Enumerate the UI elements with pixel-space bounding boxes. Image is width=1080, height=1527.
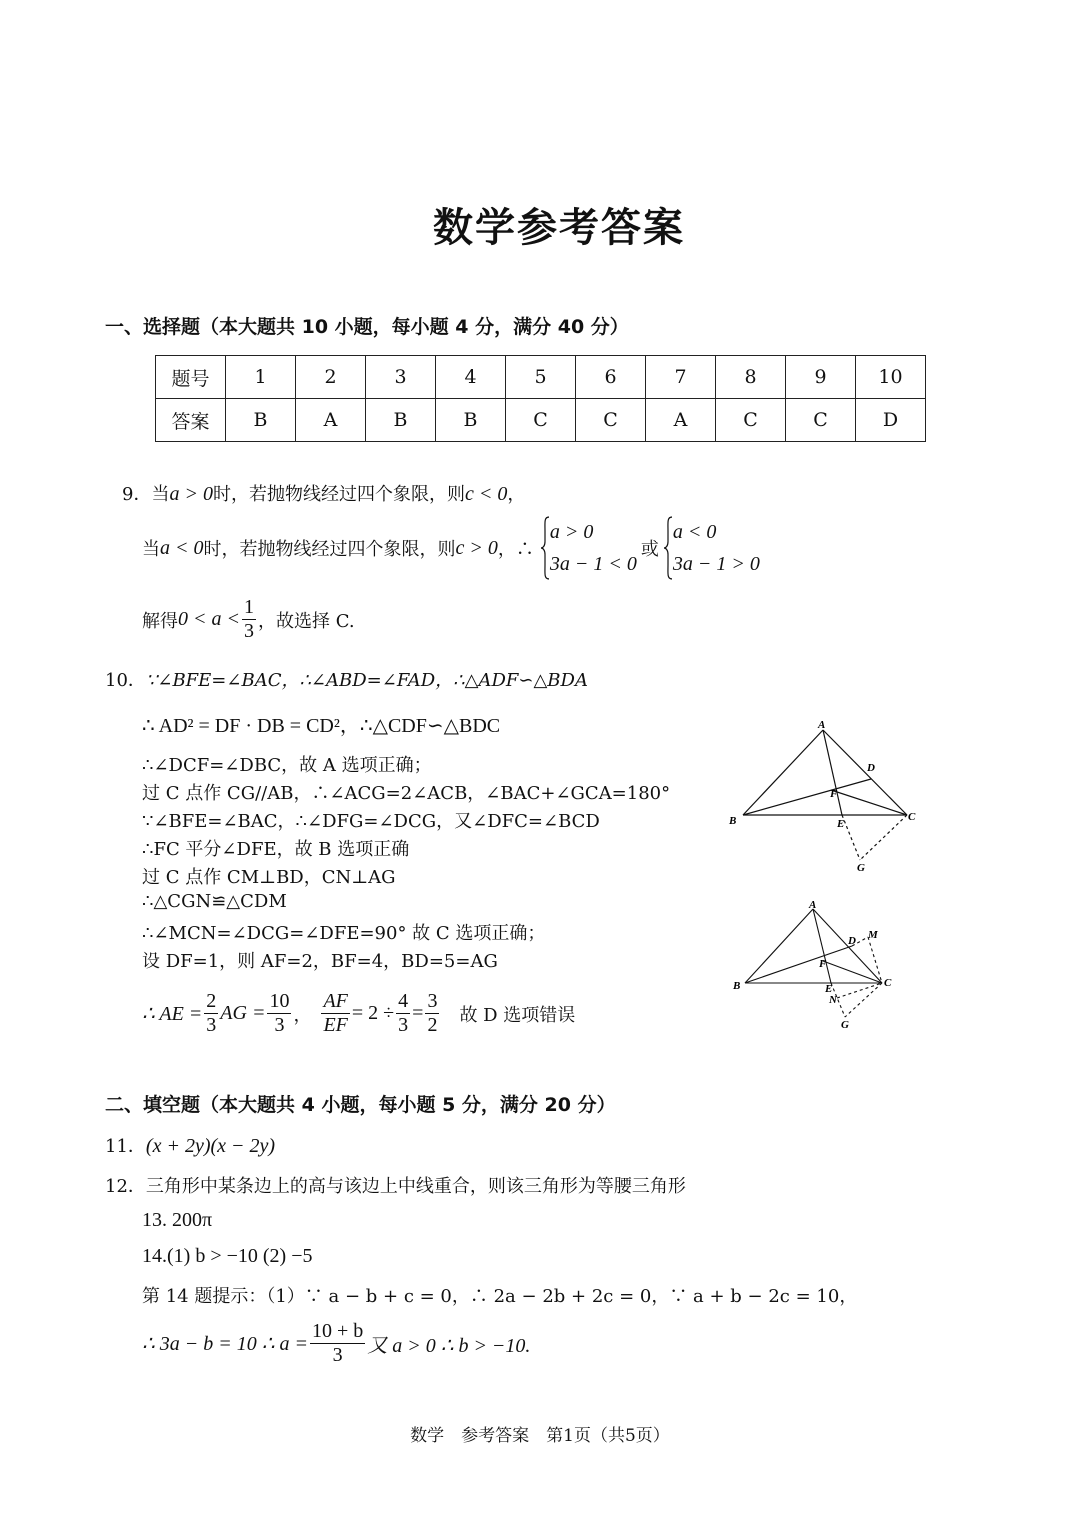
question-number: 10． (105, 670, 146, 691)
math-expr: (x + 2y)(x − 2y) (145, 1135, 276, 1157)
question-number: 9． (122, 484, 152, 505)
math-expr: a > 0 (549, 521, 594, 543)
fig-label: D (848, 935, 856, 947)
text: 或 (640, 539, 659, 560)
text: ，∴ (497, 539, 534, 560)
table-cell: 9 (786, 356, 856, 399)
text: 时，若抛物线经过四个象限，则 (203, 539, 456, 560)
text: 当 (151, 484, 170, 505)
table-cell: B (436, 399, 506, 442)
table-cell: 2 (296, 356, 366, 399)
math-expr: c < 0 (464, 483, 508, 505)
text: 时，若抛物线经过四个象限，则 (212, 484, 465, 505)
q10-line5: ∵∠BFE=∠BAC，∴∠DFG=∠DCG，又∠DFC=∠BCD (142, 811, 600, 832)
table-row (156, 399, 926, 442)
math-expr: = 2 ÷ (351, 1002, 395, 1024)
math-expr: ∴ AE = (142, 1003, 203, 1025)
q10-last-line (142, 990, 575, 1037)
text: ， (293, 1004, 312, 1026)
answer-table (155, 355, 926, 442)
math-expr: 又 a > 0 ∴ b > −10. (367, 1335, 531, 1357)
inequality-system-2 (663, 516, 760, 580)
table-row (156, 356, 926, 399)
table-cell: D (856, 399, 926, 442)
table-cell: C (716, 399, 786, 442)
brace-icon (540, 516, 550, 580)
q9-line2 (142, 516, 760, 580)
text: ， (507, 484, 526, 505)
table-cell: C (786, 399, 856, 442)
math-expr: AG = (220, 1002, 266, 1024)
inequality-system-1 (540, 516, 637, 580)
text: ，故选择 C. (258, 610, 355, 632)
q9-line3 (142, 596, 355, 643)
table-cell: 3 (366, 356, 436, 399)
math-expr: c > 0 (455, 536, 498, 559)
page-title: 数学参考答案 (433, 204, 685, 251)
q12 (105, 1172, 686, 1198)
fig-label: N (829, 994, 837, 1006)
question-number: 12． (105, 1176, 146, 1197)
section-heading-choice: 一、选择题（本大题共 10 小题，每小题 4 分，满分 40 分） (105, 316, 629, 338)
text: 解得 (142, 610, 178, 632)
table-cell: B (226, 399, 296, 442)
fraction: $\frac{1}{3}$ (244, 596, 254, 642)
table-cell: A (646, 399, 716, 442)
fraction: $\frac{AF}{EF}$ (323, 990, 348, 1036)
table-cell: 10 (856, 356, 926, 399)
fig-label: D (867, 762, 875, 774)
fraction: $\frac{10}{3}$ (269, 990, 290, 1036)
fig-label: E (825, 983, 833, 995)
table-header-cell: 答案 (156, 399, 226, 442)
q10-line6: ∴FC 平分∠DFE，故 B 选项正确 (142, 839, 410, 860)
table-cell: 8 (716, 356, 786, 399)
math-expr: 3a − 1 < 0 (549, 553, 637, 575)
fraction: $\frac{2}{3}$ (206, 990, 217, 1036)
fig-label: B (733, 980, 741, 992)
math-expr: a < 0 (672, 521, 717, 543)
fig-label: C (884, 977, 892, 989)
geometry-figure-1 (725, 715, 925, 880)
table-cell: C (506, 399, 576, 442)
q9-line1 (122, 480, 525, 506)
table-cell: 4 (436, 356, 506, 399)
math-expr: = (412, 1002, 424, 1024)
text: ∵∠BFE=∠BAC，∴∠ABD=∠FAD，∴△ADF∽△BDA (145, 670, 588, 691)
brace-icon (663, 516, 673, 580)
question-number: 11． (105, 1136, 146, 1157)
table-header-cell: 题号 (156, 356, 226, 399)
text: 当 (142, 539, 160, 560)
q10-line2: ∴ AD² = DF · DB = CD²，∴△CDF∽△BDC (142, 715, 501, 737)
fraction: $\frac{10 + b}{3}$ (311, 1320, 364, 1366)
fig-label: F (830, 788, 838, 800)
q10-line4: 过 C 点作 CG//AB，∴∠ACG=2∠ACB，∠BAC+∠GCA=180° (142, 783, 671, 804)
table-cell: B (366, 399, 436, 442)
q11 (105, 1132, 275, 1158)
geometry-figure-2 (725, 895, 925, 1035)
q14-last-line (142, 1320, 530, 1367)
fraction: $\frac{3}{2}$ (427, 990, 438, 1036)
table-cell: 7 (646, 356, 716, 399)
math-expr: a < 0 (160, 536, 204, 559)
fig-label: M (868, 929, 878, 941)
math-expr: 3a − 1 > 0 (672, 553, 760, 575)
text: 三角形中某条边上的高与该边上中线重合，则该三角形为等腰三角形 (145, 1176, 686, 1197)
q10-line10: 设 DF=1，则 AF=2，BF=4，BD=5=AG (142, 951, 498, 972)
table-cell: 1 (226, 356, 296, 399)
q10-line8: ∴△CGN≌△CDM (142, 891, 287, 912)
q14-hint: 第 14 题提示：（1）∵ a − b + c = 0，∴ 2a − 2b + 2c = 0，∵ a + b − 2c = 10， (142, 1286, 858, 1307)
fig-label: A (809, 899, 817, 911)
table-cell: A (296, 399, 366, 442)
q14-answer: 14.(1) b > −10 (2) −5 (142, 1245, 313, 1267)
table-cell: C (576, 399, 646, 442)
fig-label: E (837, 818, 845, 830)
text: 故 D 选项错误 (459, 1004, 576, 1026)
table-cell: 6 (576, 356, 646, 399)
table-cell: 5 (506, 356, 576, 399)
page-footer: 数学 参考答案 第1页（共5页） (410, 1426, 670, 1446)
fig-label: A (818, 719, 826, 731)
fig-label: F (819, 958, 827, 970)
math-expr: ∴ 3a − b = 10 ∴ a = (142, 1333, 308, 1355)
q10-line3: ∴∠DCF=∠DBC，故 A 选项正确； (142, 755, 432, 776)
math-expr: 0 < a < (178, 608, 240, 630)
q10-line7: 过 C 点作 CM⊥BD，CN⊥AG (142, 867, 396, 888)
fig-label: G (841, 1019, 849, 1031)
math-expr: a > 0 (169, 483, 213, 505)
fig-label: B (729, 815, 737, 827)
fig-label: C (908, 811, 916, 823)
fig-label: G (857, 862, 865, 874)
q10-line1 (105, 666, 588, 692)
section-heading-fill: 二、填空题（本大题共 4 小题，每小题 5 分，满分 20 分） (105, 1094, 616, 1116)
q13: 13. 200π (142, 1209, 213, 1231)
q10-line9: ∴∠MCN=∠DCG=∠DFE=90° 故 C 选项正确； (142, 923, 546, 944)
fraction: $\frac{4}{3}$ (398, 990, 409, 1036)
